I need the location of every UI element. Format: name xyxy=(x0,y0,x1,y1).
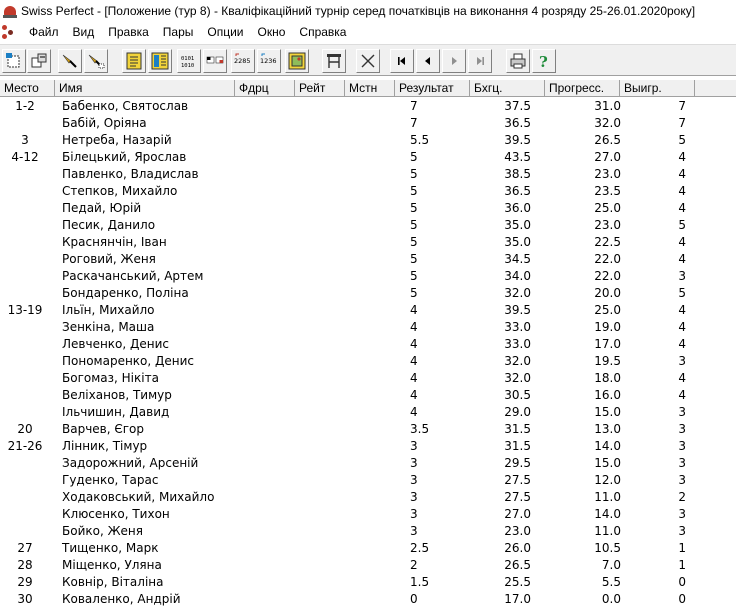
progress-cell: 25.0 xyxy=(594,303,621,317)
result-cell: 4 xyxy=(410,303,418,317)
table-button[interactable] xyxy=(148,49,172,73)
buchholz-cell: 33.0 xyxy=(504,320,531,334)
menu-options[interactable]: Опции xyxy=(207,25,244,39)
buchholz-cell: 30.5 xyxy=(504,388,531,402)
result-cell: 2.5 xyxy=(410,541,430,555)
column-buchholz[interactable]: Бхгц. xyxy=(470,80,545,97)
table-row[interactable] xyxy=(0,574,736,591)
place-cell xyxy=(0,472,50,489)
place-cell: 20 xyxy=(17,422,33,436)
buchholz-cell: 38.5 xyxy=(504,167,531,181)
column-progress[interactable]: Прогресс. xyxy=(545,80,620,97)
result-cell: 5 xyxy=(410,184,418,198)
result-cell: 5 xyxy=(410,201,418,215)
table-row[interactable] xyxy=(0,540,736,557)
name-cell: Варчев, Єгор xyxy=(62,422,145,436)
pairing-table-icon xyxy=(325,52,343,70)
progress-cell: 15.0 xyxy=(594,405,621,419)
place-cell xyxy=(0,166,50,183)
progress-cell: 23.0 xyxy=(594,218,621,232)
next-round-button[interactable] xyxy=(442,49,466,73)
new-button[interactable] xyxy=(2,49,26,73)
wins-cell: 3 xyxy=(678,456,686,470)
place-cell: 3 xyxy=(21,133,29,147)
place-cell: 30 xyxy=(17,592,33,606)
flags-button[interactable] xyxy=(203,49,227,73)
place-cell: 28 xyxy=(17,558,33,572)
menu-window[interactable]: Окно xyxy=(257,25,286,39)
table-row[interactable] xyxy=(0,115,736,132)
svg-text:1236: 1236 xyxy=(260,57,277,65)
name-cell: Коваленко, Андрій xyxy=(62,592,181,606)
wins-cell: 7 xyxy=(678,99,686,113)
table-row[interactable] xyxy=(0,591,736,608)
buchholz-cell: 29.5 xyxy=(504,456,531,470)
buchholz-cell: 25.5 xyxy=(504,575,531,589)
name-cell: Ільчишин, Давид xyxy=(62,405,170,419)
column-local[interactable]: Мстн xyxy=(345,80,395,97)
place-cell: 29 xyxy=(17,575,33,589)
place-cell xyxy=(0,506,50,523)
place-cell xyxy=(0,353,50,370)
result-cell: 3 xyxy=(410,439,418,453)
pairing-table-button[interactable] xyxy=(322,49,346,73)
progress-cell: 22.5 xyxy=(594,235,621,249)
place-cell xyxy=(0,115,50,132)
wins-cell: 1 xyxy=(678,558,686,572)
table-row[interactable] xyxy=(0,132,736,149)
column-result[interactable]: Результат xyxy=(395,80,470,97)
result-cell: 1.5 xyxy=(410,575,430,589)
result-cell: 7 xyxy=(410,99,418,113)
place-cell xyxy=(0,183,50,200)
rating-1236-icon xyxy=(260,52,278,70)
buchholz-cell: 27.5 xyxy=(504,490,531,504)
name-cell: Клюсенко, Тихон xyxy=(62,507,170,521)
image-icon xyxy=(288,52,306,70)
table-row[interactable] xyxy=(0,353,736,370)
delete-round-icon xyxy=(359,52,377,70)
progress-cell: 13.0 xyxy=(594,422,621,436)
open-icon xyxy=(30,52,48,70)
wins-cell: 0 xyxy=(678,592,686,606)
progress-cell: 19.0 xyxy=(594,320,621,334)
buchholz-cell: 27.0 xyxy=(504,507,531,521)
progress-cell: 11.0 xyxy=(594,490,621,504)
buchholz-cell: 26.0 xyxy=(504,541,531,555)
image-button[interactable] xyxy=(285,49,309,73)
result-cell: 2 xyxy=(410,558,418,572)
wins-cell: 4 xyxy=(678,252,686,266)
result-cell: 4 xyxy=(410,371,418,385)
wins-cell: 4 xyxy=(678,371,686,385)
progress-cell: 23.5 xyxy=(594,184,621,198)
buchholz-cell: 29.0 xyxy=(504,405,531,419)
flags-icon xyxy=(206,52,224,70)
menu-pairs[interactable]: Пары xyxy=(162,25,194,39)
table-row[interactable] xyxy=(0,217,736,234)
name-cell: Бабенко, Святослав xyxy=(62,99,189,113)
buchholz-cell: 17.0 xyxy=(504,592,531,606)
result-cell: 5 xyxy=(410,269,418,283)
wins-cell: 2 xyxy=(678,490,686,504)
column-rating[interactable]: Рейт xyxy=(295,80,345,97)
buchholz-cell: 32.0 xyxy=(504,354,531,368)
notepad-icon xyxy=(125,52,143,70)
table-row[interactable] xyxy=(0,489,736,506)
progress-cell: 25.0 xyxy=(594,201,621,215)
help-button[interactable] xyxy=(532,49,556,73)
buchholz-cell: 26.5 xyxy=(504,558,531,572)
result-cell: 4 xyxy=(410,354,418,368)
first-round-button[interactable] xyxy=(390,49,414,73)
name-cell: Бондаренко, Поліна xyxy=(62,286,189,300)
wins-cell: 3 xyxy=(678,507,686,521)
prev-round-button[interactable] xyxy=(416,49,440,73)
standings-header xyxy=(0,80,736,97)
notepad-button[interactable] xyxy=(122,49,146,73)
table-icon xyxy=(151,52,169,70)
new-icon xyxy=(5,52,23,70)
table-row[interactable] xyxy=(0,506,736,523)
progress-cell: 26.5 xyxy=(594,133,621,147)
table-row[interactable] xyxy=(0,387,736,404)
result-cell: 5.5 xyxy=(410,133,430,147)
name-cell: Песик, Данило xyxy=(62,218,156,232)
menu-edit[interactable]: Правка xyxy=(108,25,149,39)
table-row[interactable] xyxy=(0,370,736,387)
place-cell: 27 xyxy=(17,541,33,555)
buchholz-cell: 31.5 xyxy=(504,422,531,436)
progress-cell: 31.0 xyxy=(594,99,621,113)
menu-file[interactable]: Файл xyxy=(29,25,59,39)
wins-cell: 3 xyxy=(678,524,686,538)
table-row[interactable] xyxy=(0,472,736,489)
buchholz-cell: 33.0 xyxy=(504,337,531,351)
place-cell xyxy=(0,251,50,268)
buchholz-cell: 36.5 xyxy=(504,116,531,130)
buchholz-cell: 23.0 xyxy=(504,524,531,538)
result-cell: 4 xyxy=(410,388,418,402)
delete-round-button[interactable] xyxy=(356,49,380,73)
progress-cell: 18.0 xyxy=(594,371,621,385)
buchholz-cell: 32.0 xyxy=(504,286,531,300)
table-row[interactable] xyxy=(0,302,736,319)
window-title: Swiss Perfect - [Положение (тур 8) - Кваліфікаційний турнір серед початківців на виконання 4 розряду 25-26.01.2020року] xyxy=(21,4,696,18)
name-cell: Степков, Михайло xyxy=(62,184,178,198)
menu-bar xyxy=(0,22,736,42)
result-cell: 7 xyxy=(410,116,418,130)
name-cell: Веліханов, Тимур xyxy=(62,388,172,402)
wins-cell: 4 xyxy=(678,184,686,198)
table-row[interactable] xyxy=(0,268,736,285)
binary-button[interactable] xyxy=(177,49,201,73)
wins-cell: 4 xyxy=(678,303,686,317)
buchholz-cell: 37.5 xyxy=(504,99,531,113)
name-cell: Лінник, Тімур xyxy=(62,439,148,453)
progress-cell: 20.0 xyxy=(594,286,621,300)
result-cell: 4 xyxy=(410,320,418,334)
progress-cell: 32.0 xyxy=(594,116,621,130)
result-cell: 5 xyxy=(410,235,418,249)
last-round-icon xyxy=(471,52,489,70)
buchholz-cell: 27.5 xyxy=(504,473,531,487)
svg-text:2285: 2285 xyxy=(234,57,251,65)
svg-text:0101: 0101 xyxy=(181,56,195,62)
buchholz-cell: 32.0 xyxy=(504,371,531,385)
table-row[interactable] xyxy=(0,285,736,302)
wins-cell: 4 xyxy=(678,320,686,334)
wins-cell: 4 xyxy=(678,337,686,351)
table-row[interactable] xyxy=(0,251,736,268)
result-cell: 5 xyxy=(410,167,418,181)
progress-cell: 22.0 xyxy=(594,269,621,283)
table-row[interactable] xyxy=(0,234,736,251)
column-wins[interactable]: Выигр. xyxy=(620,80,695,97)
players-edit-icon xyxy=(87,52,105,70)
buchholz-cell: 36.0 xyxy=(504,201,531,215)
progress-cell: 16.0 xyxy=(594,388,621,402)
buchholz-cell: 34.5 xyxy=(504,252,531,266)
place-cell xyxy=(0,200,50,217)
chess-piece-icon xyxy=(3,4,17,18)
place-cell xyxy=(0,217,50,234)
buchholz-cell: 36.5 xyxy=(504,184,531,198)
name-cell: Левченко, Денис xyxy=(62,337,170,351)
wins-cell: 4 xyxy=(678,235,686,249)
table-row[interactable] xyxy=(0,523,736,540)
progress-cell: 22.0 xyxy=(594,252,621,266)
prev-round-icon xyxy=(419,52,437,70)
title-bar xyxy=(0,0,736,22)
system-menu-icon[interactable] xyxy=(2,25,18,39)
name-cell: Раскачанський, Артем xyxy=(62,269,204,283)
buchholz-cell: 34.0 xyxy=(504,269,531,283)
name-cell: Зенкіна, Маша xyxy=(62,320,155,334)
wins-cell: 5 xyxy=(678,218,686,232)
result-cell: 3 xyxy=(410,456,418,470)
name-cell: Ковнір, Віталіна xyxy=(62,575,164,589)
place-cell: 4-12 xyxy=(11,150,39,164)
players-icon xyxy=(61,52,79,70)
name-cell: Ходаковський, Михайло xyxy=(62,490,215,504)
column-place[interactable]: Место xyxy=(0,80,55,97)
table-row[interactable] xyxy=(0,200,736,217)
table-row[interactable] xyxy=(0,336,736,353)
table-row[interactable] xyxy=(0,98,736,115)
standings-table xyxy=(0,98,736,608)
table-row[interactable] xyxy=(0,438,736,455)
table-row[interactable] xyxy=(0,319,736,336)
progress-cell: 23.0 xyxy=(594,167,621,181)
table-row[interactable] xyxy=(0,149,736,166)
place-cell xyxy=(0,234,50,251)
players-edit-button[interactable] xyxy=(84,49,108,73)
progress-cell: 15.0 xyxy=(594,456,621,470)
name-cell: Краснянчін, Іван xyxy=(62,235,167,249)
result-cell: 5 xyxy=(410,218,418,232)
name-cell: Нетреба, Назарій xyxy=(62,133,172,147)
wins-cell: 5 xyxy=(678,133,686,147)
result-cell: 3 xyxy=(410,473,418,487)
place-cell xyxy=(0,285,50,302)
wins-cell: 3 xyxy=(678,473,686,487)
wins-cell: 3 xyxy=(678,354,686,368)
progress-cell: 27.0 xyxy=(594,150,621,164)
place-cell xyxy=(0,319,50,336)
table-row[interactable] xyxy=(0,421,736,438)
progress-cell: 14.0 xyxy=(594,439,621,453)
wins-cell: 0 xyxy=(678,575,686,589)
result-cell: 0 xyxy=(410,592,418,606)
place-cell xyxy=(0,404,50,421)
progress-cell: 17.0 xyxy=(594,337,621,351)
print-button[interactable] xyxy=(506,49,530,73)
column-federation[interactable]: Фдрц xyxy=(235,80,295,97)
players-button[interactable] xyxy=(58,49,82,73)
last-round-button[interactable] xyxy=(468,49,492,73)
buchholz-cell: 39.5 xyxy=(504,303,531,317)
result-cell: 5 xyxy=(410,286,418,300)
rating-1236-button[interactable] xyxy=(257,49,281,73)
progress-cell: 10.5 xyxy=(594,541,621,555)
buchholz-cell: 31.5 xyxy=(504,439,531,453)
column-name[interactable]: Имя xyxy=(55,80,235,97)
name-cell: Богомаз, Нікіта xyxy=(62,371,159,385)
wins-cell: 4 xyxy=(678,201,686,215)
name-cell: Тищенко, Марк xyxy=(62,541,159,555)
progress-cell: 5.5 xyxy=(601,575,621,589)
help-icon xyxy=(535,52,553,70)
progress-cell: 11.0 xyxy=(594,524,621,538)
place-cell xyxy=(0,370,50,387)
name-cell: Задорожний, Арсеній xyxy=(62,456,199,470)
name-cell: Гуденко, Тарас xyxy=(62,473,159,487)
place-cell xyxy=(0,268,50,285)
name-cell: Білецький, Ярослав xyxy=(62,150,187,164)
rating-2285-icon xyxy=(234,52,252,70)
buchholz-cell: 39.5 xyxy=(504,133,531,147)
name-cell: Пономаренко, Денис xyxy=(62,354,195,368)
buchholz-cell: 43.5 xyxy=(504,150,531,164)
name-cell: Бабій, Оріяна xyxy=(62,116,147,130)
result-cell: 3 xyxy=(410,490,418,504)
buchholz-cell: 35.0 xyxy=(504,235,531,249)
name-cell: Бойко, Женя xyxy=(62,524,143,538)
table-row[interactable] xyxy=(0,557,736,574)
name-cell: Роговий, Женя xyxy=(62,252,156,266)
result-cell: 3 xyxy=(410,507,418,521)
first-round-icon xyxy=(393,52,411,70)
buchholz-cell: 35.0 xyxy=(504,218,531,232)
binary-icon xyxy=(180,52,198,70)
wins-cell: 7 xyxy=(678,116,686,130)
result-cell: 4 xyxy=(410,405,418,419)
wins-cell: 3 xyxy=(678,439,686,453)
open-button[interactable] xyxy=(27,49,51,73)
place-cell xyxy=(0,523,50,540)
name-cell: Педай, Юрій xyxy=(62,201,142,215)
svg-text:?: ? xyxy=(539,53,548,70)
menu-help[interactable]: Справка xyxy=(299,25,347,39)
result-cell: 5 xyxy=(410,252,418,266)
place-cell: 1-2 xyxy=(15,99,35,113)
svg-text:1010: 1010 xyxy=(181,63,195,69)
next-round-icon xyxy=(445,52,463,70)
menu-view[interactable]: Вид xyxy=(72,25,95,39)
place-cell xyxy=(0,455,50,472)
progress-cell: 0.0 xyxy=(601,592,621,606)
result-cell: 5 xyxy=(410,150,418,164)
result-cell: 4 xyxy=(410,337,418,351)
wins-cell: 5 xyxy=(678,286,686,300)
place-cell xyxy=(0,387,50,404)
wins-cell: 4 xyxy=(678,388,686,402)
place-cell: 13-19 xyxy=(7,303,43,317)
name-cell: Ільїн, Михайло xyxy=(62,303,155,317)
wins-cell: 1 xyxy=(678,541,686,555)
print-icon xyxy=(509,52,527,70)
name-cell: Міщенко, Уляна xyxy=(62,558,162,572)
table-row[interactable] xyxy=(0,404,736,421)
place-cell xyxy=(0,336,50,353)
place-cell: 21-26 xyxy=(7,439,43,453)
place-cell xyxy=(0,489,50,506)
name-cell: Павленко, Владислав xyxy=(62,167,199,181)
table-row[interactable] xyxy=(0,166,736,183)
progress-cell: 14.0 xyxy=(594,507,621,521)
wins-cell: 4 xyxy=(678,150,686,164)
progress-cell: 7.0 xyxy=(601,558,621,572)
result-cell: 3.5 xyxy=(410,422,430,436)
table-row[interactable] xyxy=(0,455,736,472)
rating-2285-button[interactable] xyxy=(231,49,255,73)
progress-cell: 19.5 xyxy=(594,354,621,368)
wins-cell: 3 xyxy=(678,405,686,419)
toolbar xyxy=(0,44,736,76)
result-cell: 3 xyxy=(410,524,418,538)
wins-cell: 4 xyxy=(678,167,686,181)
wins-cell: 3 xyxy=(678,422,686,436)
table-row[interactable] xyxy=(0,183,736,200)
progress-cell: 12.0 xyxy=(594,473,621,487)
wins-cell: 3 xyxy=(678,269,686,283)
